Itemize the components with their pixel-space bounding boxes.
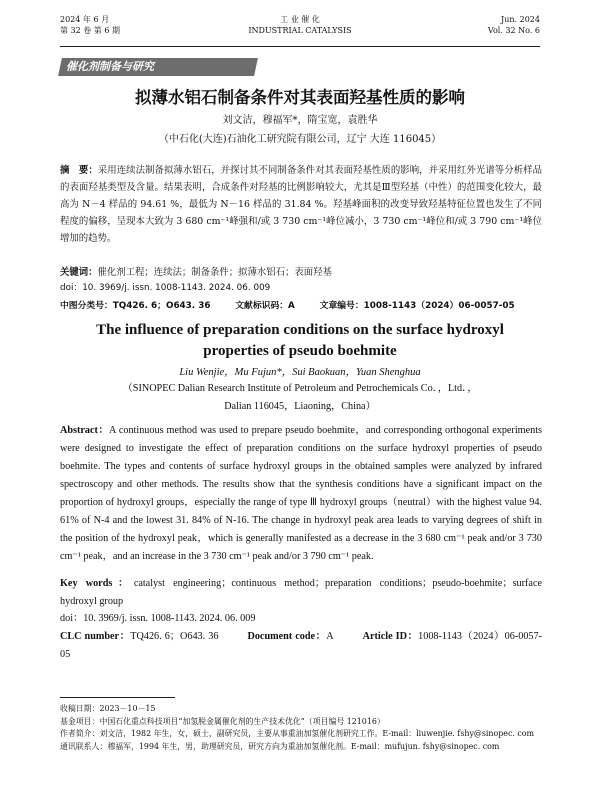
affiliation-en-line1: （SINOPEC Dalian Research Institute of Petroleum and Petrochemicals Co．，Ltd．，	[122, 383, 478, 394]
affiliation-en-line2: Dalian 116045，Liaoning，China）	[224, 401, 376, 412]
footnotes	[60, 703, 542, 753]
doc-code-cn: 文献标识码：A	[235, 301, 295, 311]
keywords-en-text: catalyst engineering；continuous method；preparation conditions；pseudo-boehmite；surface hydroxyl group	[60, 578, 542, 607]
abstract-en	[60, 422, 542, 566]
running-header	[60, 14, 540, 44]
column-tag-label: 催化剂制备与研究	[66, 60, 154, 73]
column-tag	[58, 58, 258, 76]
clc-en: CLC number：TQ426. 6；O643. 36	[60, 631, 219, 642]
keywords-cn-text: 催化剂工程；连续法；制备条件；拟薄水铝石；表面羟基	[97, 267, 332, 278]
footnote-received: 收稿日期：2023－10－15	[60, 704, 156, 713]
journal-name-cn: 工 业 催 化	[280, 15, 320, 24]
authors-cn: 刘文洁，穆福军*，隋宝宽，袁胜华	[222, 115, 378, 126]
keywords-en	[60, 575, 542, 611]
keywords-en-label: Key words：	[60, 578, 134, 589]
header-volume-cn: 第 32 卷 第 6 期	[60, 26, 120, 35]
classification-cn	[60, 298, 542, 315]
authors-en: Liu Wenjie，Mu Fujun*，Sui Baokuan，Yuan Shenghua	[179, 367, 421, 378]
footnote-fund: 基金项目：中国石化重点科技项目“加氢脱金属催化剂的生产技术优化”（项目编号 121016）	[60, 716, 385, 726]
doi-cn: doi：10. 3969/j. issn. 1008-1143. 2024. 06. 009	[60, 283, 271, 293]
doc-code-en: Document code：A	[247, 631, 334, 642]
abstract-cn-label: 摘 要：	[60, 165, 98, 176]
abstract-en-text: A continuous method was used to prepare pseudo boehmite，and corresponding orthogonal experiments were designed to investigate the effect of preparation conditions on the surface hydroxyl properties of pseudo boehmite. The types and contents of surface hydroxyl groups in the obtained samples were analyzed by infrared spectroscopy and other methods. The results show that the synthesis conditions have a significant impact on the proportion of hydroxyl groups，especially the range of type Ⅲ hydroxyl groups（neutral）with the highest value 94. 61% of N-4 and the lowest 31. 84% of N-16. The change in hydroxyl peak area leads to varying degrees of shift in the position of the hydroxyl peak，which is generally manifested as a decrease in the 3 680 cm⁻¹ peak and/or 3 730 cm⁻¹ peak，and an increase in the 3 730 cm⁻¹ peak and/or 3 790 cm⁻¹ peak.	[60, 425, 542, 562]
header-volume-en: Vol. 32 No. 6	[487, 26, 540, 35]
header-center	[60, 14, 540, 36]
classification-en	[60, 628, 542, 664]
footnote-divider	[60, 697, 175, 698]
footnote-author: 作者简介：刘文洁，1982 年生，女，硕士，副研究员，主要从事重油加氢催化剂研究工作。E-mail：liuwenjie. fshy@sinopec. com	[60, 729, 535, 739]
doi-en: doi：10. 3969/j. issn. 1008-1143. 2024. 06. 009	[60, 613, 256, 624]
abstract-cn	[60, 162, 542, 247]
title-en	[60, 320, 540, 362]
affiliation-cn: （中石化(大连)石油化工研究院有限公司，辽宁 大连 116045）	[158, 134, 442, 145]
header-right	[488, 14, 540, 36]
abstract-en-label: Abstract：	[60, 425, 110, 436]
footnote-corresponding: 通讯联系人：穆福军，1994 年生，男，助理研究员，研究方向为重油加氢催化剂。E-mail：mufujun. fshy@sinopec. com	[60, 741, 500, 751]
title-en-line2: properties of pseudo boehmite	[203, 343, 397, 359]
article-id-en: Article ID：1008-1143（2024）06-0057-05	[60, 631, 542, 660]
affiliation-en	[60, 380, 540, 416]
abstract-cn-text: 采用连续法制备拟薄水铝石，并探讨其不同制备条件对其表面羟基性质的影响，并采用红外光谱等分析样品的表面羟基类型及含量。结果表明，合成条件对羟基的比例影响较大，尤其是Ⅲ型羟基（中性）的范围变化较大，最高为 N－4 样品的 94.61 %，最低为 N－16 样品的 31.84 %。羟基峰面积的改变导致羟基特征位置也发生了不同程度的偏移，呈现本大致为 3 680 cm⁻¹峰强和/或 3 730 cm⁻¹峰位减小，3 730 cm⁻¹峰位和/或 3 790 cm⁻¹峰位增加的趋势。	[60, 165, 542, 244]
clc-cn: 中图分类号：TQ426. 6；O643. 36	[60, 301, 211, 311]
journal-name-en: INDUSTRIAL CATALYSIS	[248, 26, 352, 35]
keywords-cn	[60, 264, 542, 281]
header-date-en: Jun. 2024	[501, 15, 540, 24]
title-en-line1: The influence of preparation conditions on the surface hydroxyl	[96, 322, 504, 338]
header-divider	[60, 46, 540, 47]
title-cn: 拟薄水铝石制备条件对其表面羟基性质的影响	[135, 88, 465, 107]
header-date-cn: 2024 年 6 月	[60, 15, 110, 24]
article-id-cn: 文章编号：1008-1143（2024）06-0057-05	[319, 301, 515, 311]
keywords-cn-label: 关键词：	[60, 267, 98, 278]
